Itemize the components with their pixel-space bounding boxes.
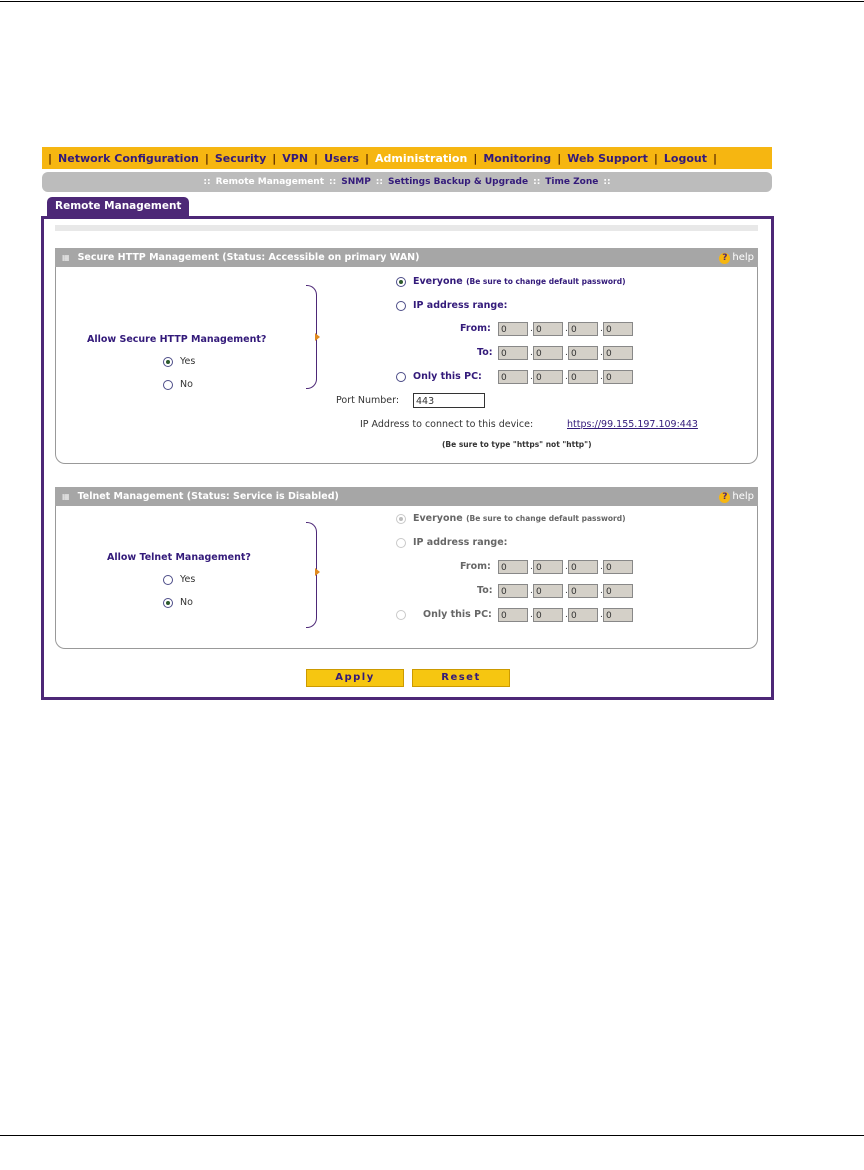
https-pc-ip-2[interactable]: 0 [533,370,563,384]
https-connect-note: (Be sure to type "https" not "http") [442,440,592,449]
sub-nav: :: Remote Management :: SNMP :: Settings Backup & Upgrade :: Time Zone :: [42,172,772,192]
telnet-onlypc-label: Only this PC: [423,609,492,620]
telnet-pc-ip-4[interactable]: 0 [603,608,633,622]
subnav-time-zone[interactable]: Time Zone [545,177,599,187]
telnet-pc-ip-2[interactable]: 0 [533,608,563,622]
reset-button[interactable]: Reset [412,669,510,687]
https-to-ip-3[interactable]: 0 [568,346,598,360]
telnet-onlypc-radio[interactable] [396,610,406,620]
telnet-everyone-note: (Be sure to change default password) [466,514,626,523]
help-icon: ? [719,492,730,503]
telnet-allow-yes-label: Yes [180,574,196,585]
https-to-label: To: [477,347,493,358]
telnet-section-header [55,487,758,506]
https-everyone-note: (Be sure to change default password) [466,277,626,286]
page-bottom-rule [0,1135,864,1136]
telnet-from-ip-3[interactable]: 0 [568,560,598,574]
telnet-everyone-label: Everyone (Be sure to change default password) [413,513,626,524]
telnet-to-label: To: [477,585,493,596]
https-port-label: Port Number: [336,395,400,406]
telnet-from-ip-2[interactable]: 0 [533,560,563,574]
nav-network-configuration[interactable]: Network Configuration [58,151,199,165]
https-from-ip-3[interactable]: 0 [568,322,598,336]
https-connect-label: IP Address to connect to this device: [360,419,534,430]
page-top-rule [0,1,864,2]
telnet-to-ip-4[interactable]: 0 [603,584,633,598]
telnet-section-title: Telnet Management (Status: Service is Disabled) [77,491,339,502]
https-everyone-radio[interactable] [396,277,406,287]
https-from-label: From: [460,323,491,334]
telnet-from-ip-1[interactable]: 0 [498,560,528,574]
nav-vpn[interactable]: VPN [282,151,309,165]
telnet-allow-question: Allow Telnet Management? [107,552,251,563]
https-allow-no-label: No [180,379,193,390]
https-section-title: Secure HTTP Management (Status: Accessible on primary WAN) [77,252,420,263]
https-section-header [55,248,758,267]
telnet-iprange-radio[interactable] [396,538,406,548]
nav-security[interactable]: Security [214,151,267,165]
main-nav: | Network Configuration | Security | VPN | Users | Administration | Monitoring | Web Support | Logout | [42,147,772,169]
https-to-ip-1[interactable]: 0 [498,346,528,360]
https-allow-yes-radio[interactable] [163,357,173,367]
https-pc-ip-4[interactable]: 0 [603,370,633,384]
telnet-from-ip-4[interactable]: 0 [603,560,633,574]
telnet-arrow-icon [315,568,320,576]
https-section-body: Allow Secure HTTP Management? Yes No Everyone (Be sure to change default password) IP address range: From: 0 . 0 . 0 . 0 To: 0 . 0 . 0 . 0 Only this PC: 0 . 0 . 0 . 0 Port Number: 443 IP Address to connect to this device: https://99.155.197.109:443 (Be sure to type "https" not "http") [55,267,758,464]
https-allow-yes-label: Yes [180,356,196,367]
telnet-to-ip-3[interactable]: 0 [568,584,598,598]
tab-remote-management[interactable]: Remote Management [47,197,189,216]
https-onlypc-radio[interactable] [396,372,406,382]
https-from-ip-4[interactable]: 0 [603,322,633,336]
telnet-to-ip-2[interactable]: 0 [533,584,563,598]
telnet-pc-ip-1[interactable]: 0 [498,608,528,622]
panel-stripe [55,225,758,231]
grip-icon: ▦ [62,253,70,262]
https-iprange-radio[interactable] [396,301,406,311]
telnet-iprange-label: IP address range: [413,537,508,548]
https-help-link[interactable]: ? help [719,248,754,267]
https-onlypc-label: Only this PC: [413,371,482,382]
router-admin-window [38,141,778,698]
https-port-input[interactable]: 443 [413,393,485,408]
telnet-pc-ip-3[interactable]: 0 [568,608,598,622]
telnet-help-link[interactable]: ? help [719,487,754,506]
https-pc-ip-3[interactable]: 0 [568,370,598,384]
https-arrow-icon [315,333,320,341]
telnet-section-body: Allow Telnet Management? Yes No Everyone (Be sure to change default password) IP address range: From: 0 . 0 . 0 . 0 To: 0 . 0 . 0 . 0 Only this PC: 0 . 0 . 0 . 0 [55,506,758,649]
grip-icon: ▦ [62,492,70,501]
telnet-everyone-radio[interactable] [396,514,406,524]
https-connect-url[interactable]: https://99.155.197.109:443 [567,419,698,430]
telnet-allow-no-label: No [180,597,193,608]
nav-administration[interactable]: Administration [375,151,468,165]
nav-users[interactable]: Users [324,151,359,165]
nav-web-support[interactable]: Web Support [567,151,648,165]
https-to-ip-4[interactable]: 0 [603,346,633,360]
apply-button[interactable]: Apply [306,669,404,687]
telnet-from-label: From: [460,561,491,572]
remote-management-panel [41,216,774,700]
https-from-ip-2[interactable]: 0 [533,322,563,336]
https-allow-question: Allow Secure HTTP Management? [87,334,267,345]
https-allow-no-radio[interactable] [163,380,173,390]
subnav-remote-management[interactable]: Remote Management [215,177,325,187]
https-pc-ip-1[interactable]: 0 [498,370,528,384]
https-to-ip-2[interactable]: 0 [533,346,563,360]
telnet-allow-no-radio[interactable] [163,598,173,608]
subnav-snmp[interactable]: SNMP [341,177,371,187]
https-everyone-label: Everyone (Be sure to change default password) [413,276,626,287]
subnav-settings-backup-upgrade[interactable]: Settings Backup & Upgrade [388,177,529,187]
https-from-ip-1[interactable]: 0 [498,322,528,336]
https-iprange-label: IP address range: [413,300,508,311]
nav-logout[interactable]: Logout [663,151,707,165]
telnet-allow-yes-radio[interactable] [163,575,173,585]
help-icon: ? [719,253,730,264]
telnet-to-ip-1[interactable]: 0 [498,584,528,598]
nav-monitoring[interactable]: Monitoring [483,151,552,165]
